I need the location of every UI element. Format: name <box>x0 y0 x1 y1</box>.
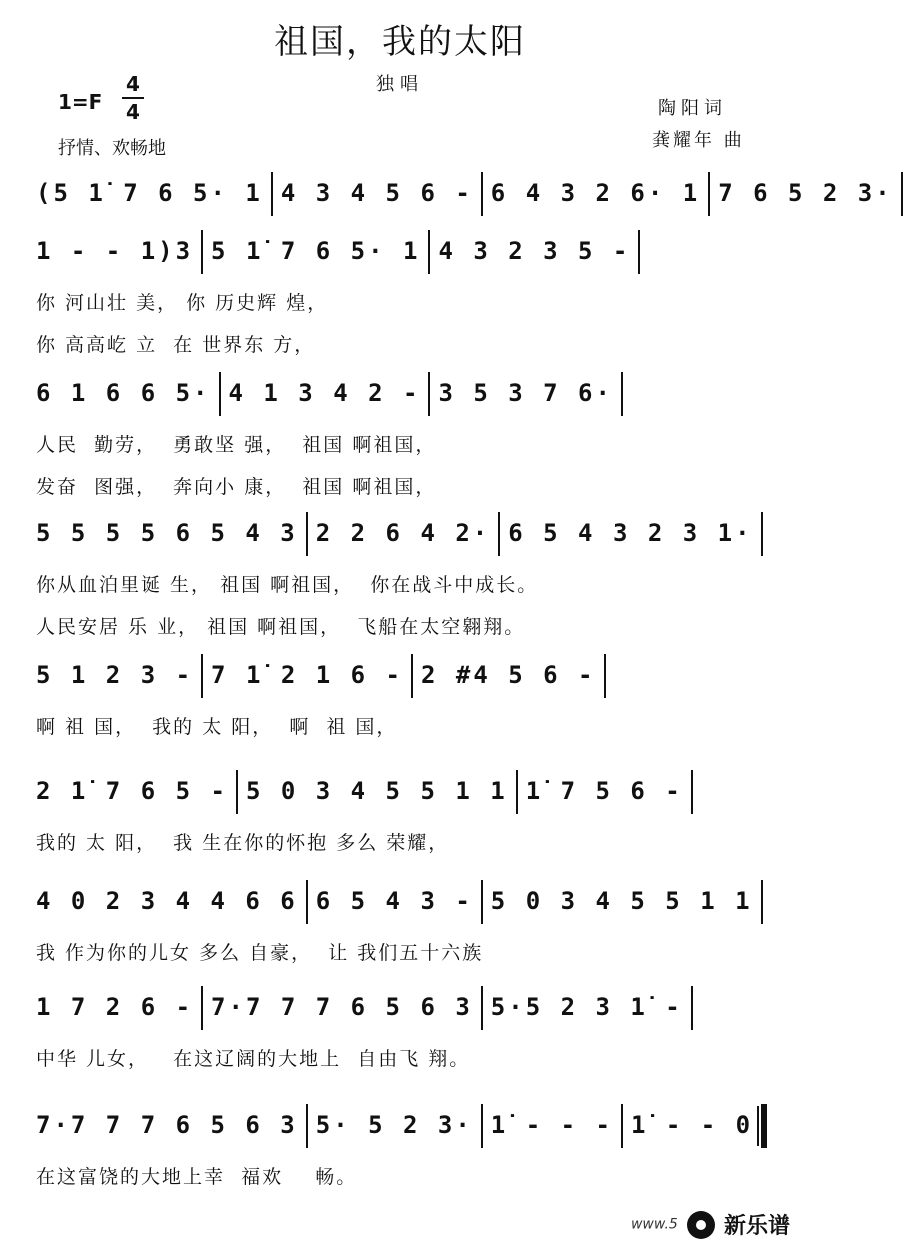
notation-line <box>36 986 701 1026</box>
barline <box>411 654 413 698</box>
measure: 1̇ - - 0 <box>630 1111 754 1139</box>
barline <box>481 1104 483 1148</box>
barline <box>306 512 308 556</box>
measure: 5 1̇ 7 6 5· 1 <box>211 237 421 265</box>
measure: 5 0 3 4 5 5 1 1 <box>245 777 508 805</box>
measure: 6 5 4 3 2 3 1· <box>508 519 753 547</box>
measure: 7 1̇ 2 1 6 - <box>211 661 403 689</box>
barline <box>638 230 640 274</box>
barline <box>271 172 273 216</box>
barline <box>481 986 483 1030</box>
measure: 6 5 4 3 - <box>315 887 473 915</box>
barline <box>201 230 203 274</box>
barline <box>481 880 483 924</box>
watermark-url: www.5 <box>630 1216 678 1233</box>
measure: 1 7 2 6 - <box>36 993 194 1021</box>
barline <box>428 372 430 416</box>
barline <box>621 1104 623 1148</box>
notation-line <box>36 654 614 694</box>
measure: 5 0 3 4 5 5 1 1 <box>490 887 753 915</box>
measure: 2 2 6 4 2· <box>315 519 491 547</box>
barline <box>306 880 308 924</box>
measure: 2 #4 5 6 - <box>421 661 596 689</box>
measure: 1̇ - - - <box>490 1111 613 1139</box>
barline <box>761 880 763 924</box>
notation-line <box>36 230 648 270</box>
measure: 5 1 2 3 - <box>36 661 194 689</box>
barline <box>604 654 606 698</box>
lyric-line: 人民 勤劳， 勇敢坚 强， 祖国 啊祖国， <box>36 434 437 456</box>
lyric-line: 发奋 图强， 奔向小 康， 祖国 啊祖国， <box>36 476 437 498</box>
barline <box>236 770 238 814</box>
measure: 4 1 3 4 2 - <box>228 379 421 407</box>
measure: 1 - - 1)3 <box>36 237 194 265</box>
watermark <box>631 1209 790 1240</box>
lyric-line: 我的 太 阳， 我 生在你的怀抱 多么 荣耀， <box>36 832 450 854</box>
lyric-line: 你从血泊里诞 生， 祖国 啊祖国， 你在战斗中成长。 <box>36 574 539 596</box>
barline <box>761 1104 767 1148</box>
record-disc-icon <box>687 1211 715 1239</box>
barline <box>201 654 203 698</box>
lyric-line: 在这富饶的大地上幸 福欢 畅。 <box>36 1166 358 1188</box>
tempo-marking: 抒情、欢畅地 <box>58 138 166 159</box>
barline <box>498 512 500 556</box>
measure: 4 3 2 3 5 - <box>438 237 631 265</box>
notation-line <box>36 512 771 552</box>
lyric-line: 我 作为你的儿女 多么 自豪， 让 我们五十六族 <box>36 942 484 964</box>
composer-credit: 龚耀年 曲 <box>652 130 745 151</box>
measure: 2 1̇ 7 6 5 - <box>36 777 228 805</box>
barline <box>516 770 518 814</box>
measure: 5 5 5 5 6 5 4 3 <box>36 519 298 547</box>
time-signature <box>122 72 144 124</box>
barline <box>428 230 430 274</box>
lyricist-credit: 陶阳词 <box>658 98 727 119</box>
barline <box>691 770 693 814</box>
notation-line <box>36 372 631 412</box>
song-title: 祖国，我的太阳 <box>274 22 526 62</box>
barline <box>219 372 221 416</box>
lyric-line: 你 河山壮 美， 你 历史辉 煌， <box>36 292 329 314</box>
time-signature-bottom: 4 <box>126 100 140 124</box>
measure: 5·5 2 3 1̇ - <box>490 993 683 1021</box>
lyric-line: 啊 祖 国， 我的 太 阳， 啊 祖 国， <box>36 716 398 738</box>
barline <box>481 172 483 216</box>
measure: 6 1 6 6 5· <box>36 379 211 407</box>
notation-line <box>36 770 701 810</box>
watermark-brand: 新乐谱 <box>723 1214 790 1239</box>
barline <box>621 372 623 416</box>
lyric-line: 人民安居 乐 业， 祖国 啊祖国， 飞船在太空翱翔。 <box>36 616 526 638</box>
measure: 5· 5 2 3· <box>315 1111 473 1139</box>
barline <box>708 172 710 216</box>
barline <box>201 986 203 1030</box>
time-signature-top: 4 <box>126 72 140 96</box>
barline <box>901 172 903 216</box>
barline <box>691 986 693 1030</box>
measure: (5 1̇ 7 6 5· 1 <box>36 179 263 207</box>
measure: 7·7 7 7 6 5 6 3 <box>211 993 473 1021</box>
notation-line <box>36 1104 775 1144</box>
measure: 4 0 2 3 4 4 6 6 <box>36 887 298 915</box>
measure: 1̇ 7 5 6 - <box>525 777 683 805</box>
barline <box>761 512 763 556</box>
barline <box>306 1104 308 1148</box>
lyric-line: 你 高高屹 立 在 世界东 方， <box>36 334 316 356</box>
lyric-line: 中华 儿女， 在这辽阔的大地上 自由飞 翔。 <box>36 1048 471 1070</box>
measure: 7 6 5 2 3· <box>718 179 893 207</box>
measure: 7·7 7 7 6 5 6 3 <box>36 1111 298 1139</box>
measure: 3 5 3 7 6· <box>438 379 613 407</box>
key-signature: 1=F <box>58 90 103 114</box>
performance-type: 独唱 <box>376 74 424 95</box>
notation-line <box>36 880 771 920</box>
notation-line <box>36 172 911 212</box>
measure: 4 3 4 5 6 - <box>280 179 473 207</box>
measure: 6 4 3 2 6· 1 <box>490 179 701 207</box>
